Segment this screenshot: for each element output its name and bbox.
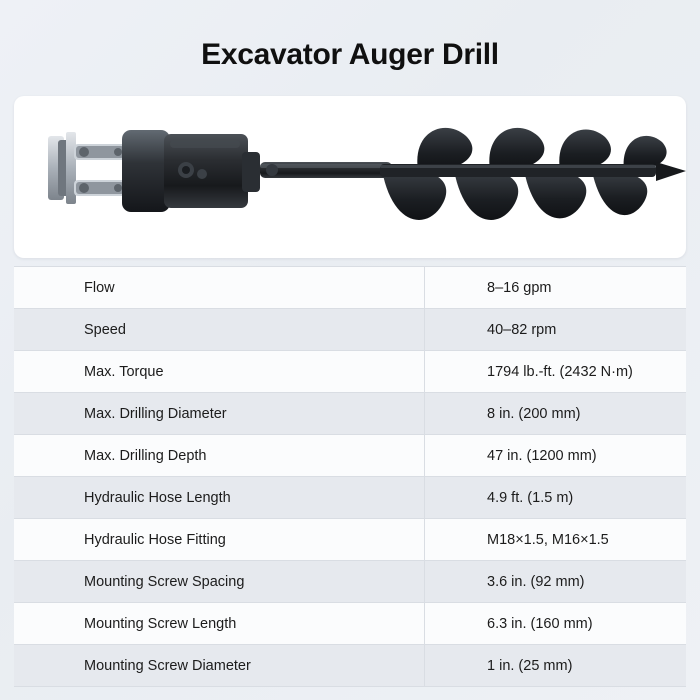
table-row xyxy=(14,519,686,561)
product-image-card xyxy=(14,96,686,258)
spec-value: 1794 lb.-ft. (2432 N·m) xyxy=(425,351,687,393)
spec-label: Hydraulic Hose Fitting xyxy=(14,519,425,561)
spec-label: Flow xyxy=(14,267,425,309)
spec-label: Max. Torque xyxy=(14,351,425,393)
spec-value: 3.6 in. (92 mm) xyxy=(425,561,687,603)
spec-value: 40–82 rpm xyxy=(425,309,687,351)
spec-label: Max. Drilling Depth xyxy=(14,435,425,477)
auger-drill-illustration xyxy=(14,96,686,258)
table-row xyxy=(14,561,686,603)
spec-label: Max. Drilling Diameter xyxy=(14,393,425,435)
spec-label: Mounting Screw Spacing xyxy=(14,561,425,603)
spec-value: 47 in. (1200 mm) xyxy=(425,435,687,477)
table-row xyxy=(14,309,686,351)
spec-label: Speed xyxy=(14,309,425,351)
spec-label: Mounting Screw Length xyxy=(14,603,425,645)
table-row xyxy=(14,645,686,687)
page-title: Excavator Auger Drill xyxy=(201,38,499,71)
spec-value: 8 in. (200 mm) xyxy=(425,393,687,435)
specifications-table xyxy=(14,266,686,687)
spec-value: M18×1.5, M16×1.5 xyxy=(425,519,687,561)
table-row xyxy=(14,603,686,645)
table-row xyxy=(14,393,686,435)
table-row xyxy=(14,477,686,519)
spec-value: 4.9 ft. (1.5 m) xyxy=(425,477,687,519)
table-row xyxy=(14,435,686,477)
spec-label: Mounting Screw Diameter xyxy=(14,645,425,687)
table-row xyxy=(14,351,686,393)
spec-value: 1 in. (25 mm) xyxy=(425,645,687,687)
spec-table-body xyxy=(14,267,686,687)
table-row xyxy=(14,267,686,309)
spec-value: 8–16 gpm xyxy=(425,267,687,309)
spec-label: Hydraulic Hose Length xyxy=(14,477,425,519)
spec-value: 6.3 in. (160 mm) xyxy=(425,603,687,645)
